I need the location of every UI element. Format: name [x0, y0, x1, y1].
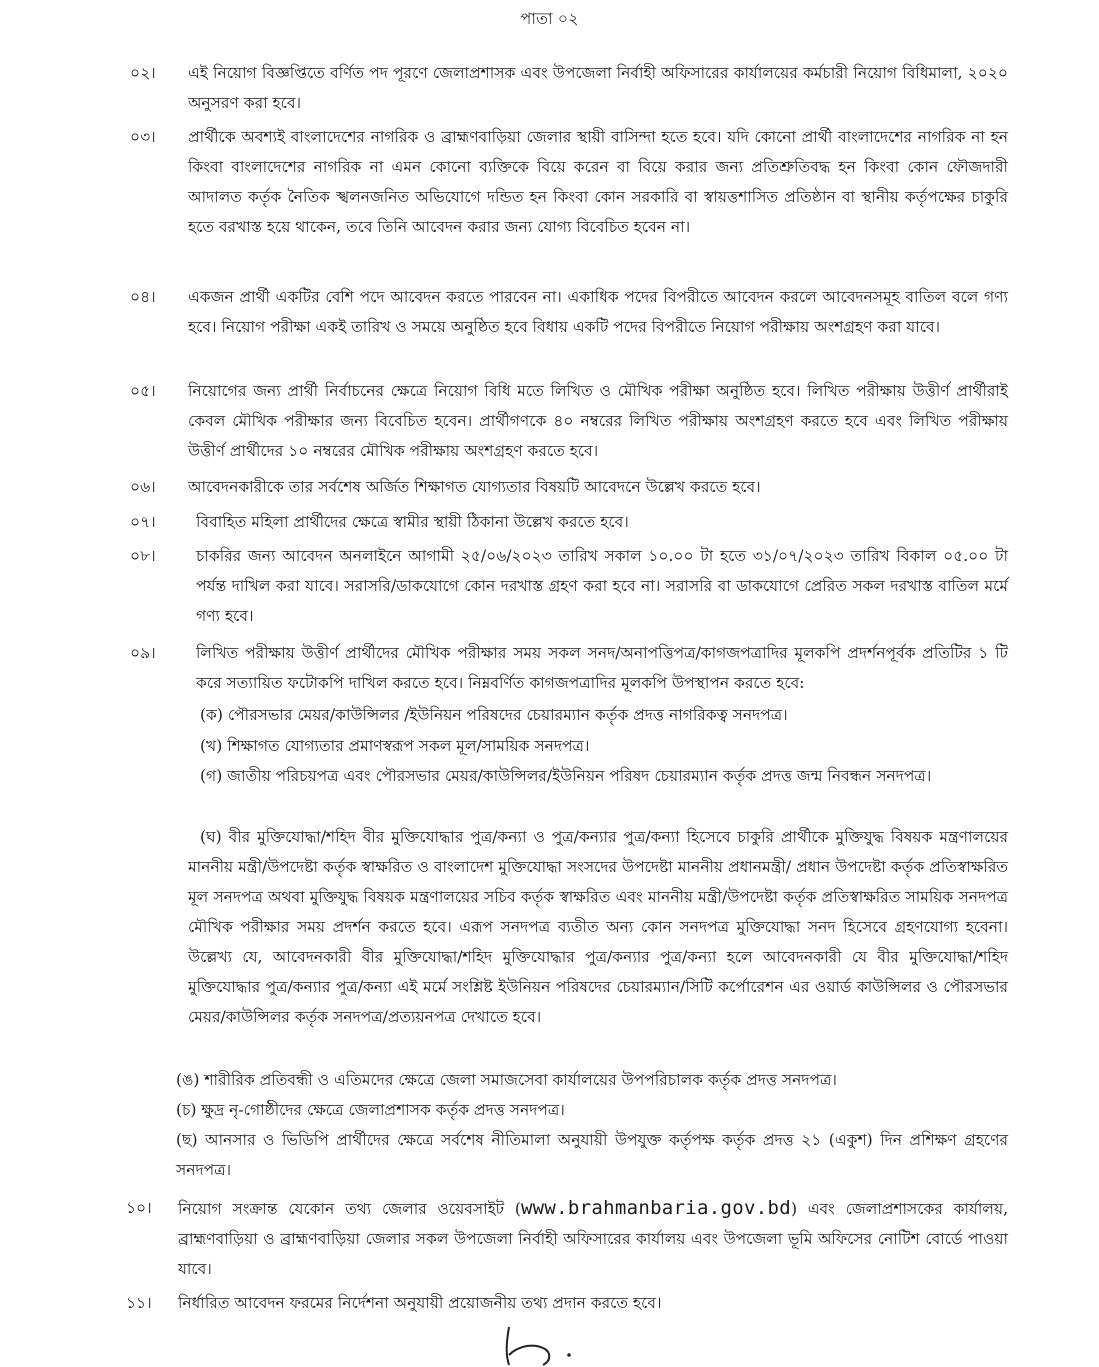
clause-text: আবেদনকারীকে তার সর্বশেষ অর্জিত শিক্ষাগত যোগ্যতার বিষয়টি আবেদনে উল্লেখ করতে হবে। [188, 478, 761, 496]
clause-number: ০৩। [130, 128, 156, 146]
clause-number: ০৪। [130, 288, 156, 306]
clause-05 [130, 376, 1008, 466]
website-link[interactable]: www.brahmanbaria.gov.bd [520, 1197, 791, 1219]
clause-number: ০৯। [130, 644, 156, 662]
clause-text: লিখিত পরীক্ষায় উত্তীর্ণ প্রার্থীদের মৌখিক পরীক্ষার সময় সকল সনদ/অনাপত্তিপত্র/কাগজপত্রাদির মূলকপি প্রদর্শনপূর্বক প্রতিটির ১ টি করে সত্যায়িত ফটোকপি দাখিল করতে হবে। নিম্নবর্ণিত কাগজপত্রাদির মূলকপি উপস্থাপন করতে হবে: [196, 644, 1008, 692]
clause-text: বিবাহিত মহিলা প্রার্থীদের ক্ষেত্রে স্বামীর স্থায়ী ঠিকানা উল্লেখ করতে হবে। [196, 513, 629, 531]
clause-03 [130, 122, 1008, 242]
sub-ga-text: (গ) জাতীয় পরিচয়পত্র এবং পৌরসভার মেয়র/কাউন্সিলর/ইউনিয়ন পরিষদ চেয়ারম্যান কর্তৃক প্রদত্ত জন্ম নিবন্ধন সনদপত্র। [200, 767, 932, 785]
clause-text: এই নিয়োগ বিজ্ঞপ্তিতে বর্ণিত পদ পূরণে জেলাপ্রশাসক এবং উপজেলা নির্বাহী অফিসারের কার্যালয়ের কর্মচারী নিয়োগ বিধিমালা, ২০২০ অনুসরণ করা হবে। [188, 64, 1008, 112]
clause-09-sub-cha: (চ) ক্ষুদ্র নৃ-গোষ্ঠীদের ক্ষেত্রে জেলাপ্রশাসক কর্তৃক প্রদত্ত সনদপত্র। [176, 1101, 565, 1119]
clause-text: চাকরির জন্য আবেদন অনলাইনে আগামী ২৫/০৬/২০২৩ তারিখ সকাল ১০.০০ টা হতে ৩১/০৭/২০২৩ তারিখ বিকাল ০৫.০০ টা পর্যন্ত দাখিল করা যাবে। সরাসরি/ডাকযোগে কোন দরখাস্ত গ্রহণ করা হবে না। সরাসরি বা ডাকযোগে প্রেরিত সকল দরখাস্ত বাতিল মর্মে গণ্য হবে। [196, 547, 1008, 625]
clause-09-sub-uma: (ঙ) শারীরিক প্রতিবন্ধী ও এতিমদের ক্ষেত্রে জেলা সমাজসেবা কার্যালয়ের উপপরিচালক কর্তৃক প্রদত্ত সনদপত্র। [176, 1071, 837, 1089]
clause-text: নিয়োগের জন্য প্রার্থী নির্বাচনের ক্ষেত্রে নিয়োগ বিধি মতে লিখিত ও মৌখিক পরীক্ষা অনুষ্ঠিত হবে। লিখিত পরীক্ষায় উত্তীর্ণ প্রার্থীরাই কেবল মৌখিক পরীক্ষার জন্য বিবেচিত হবেন। প্রার্থীগণকে ৪০ নম্বরের লিখিত পরীক্ষায় অংশগ্রহণ করতে হবে এবং লিখিত পরীক্ষায় উত্তীর্ণ প্রার্থীদের ১০ নম্বরের মৌখিক পরীক্ষায় অংশগ্রহণ করতে হবে। [188, 382, 1008, 460]
clause-text [178, 1193, 1008, 1284]
clause-06 [130, 472, 1008, 502]
clause-text: প্রার্থীকে অবশ্যই বাংলাদেশের নাগরিক ও ব্রাহ্মণবাড়িয়া জেলার স্থায়ী বাসিন্দা হতে হবে। যদি কোনো প্রার্থী বাংলাদেশের নাগরিক না হন কিংবা বাংলাদেশের নাগরিক না এমন কোনো ব্যক্তিকে বিয়ে করেন বা বিয়ে করার জন্য প্রতিশ্রুতিবদ্ধ হন কিংবা কোন ফৌজদারী আদালত কর্তৃক নৈতিক স্খলনজনিত অভিযোগে দন্ডিত হন কিংবা কোন সরকারি বা স্বায়ত্তশাসিত প্রতিষ্ঠান বা স্থানীয় কর্তৃপক্ষের চাকুরি হতে বরখাস্ত হয়ে থাকেন, তবে তিনি আবেদন করার জন্য যোগ্য বিবেচিত হবেন না। [188, 128, 1008, 236]
clause-09-sub-kha: (খ) শিক্ষাগত যোগ্যতার প্রমাণস্বরূপ সকল মূল/সাময়িক সনদপত্র। [200, 737, 590, 755]
clause-number: ০৭। [130, 513, 156, 531]
clause-11 [126, 1288, 1008, 1318]
clause-07 [130, 507, 1008, 537]
clause-10-text-before: নিয়োগ সংক্রান্ত যেকোন তথ্য জেলার ওয়েবসাইট ( [178, 1200, 521, 1218]
clause-number: ০২। [130, 64, 156, 82]
clause-09-sub-ka: (ক) পৌরসভার মেয়র/কাউন্সিলর /ইউনিয়ন পরিষদের চেয়ারম্যান কর্তৃক প্রদত্ত নাগরিকত্ব সনদপত্র। [200, 706, 788, 724]
clause-02 [130, 58, 1008, 118]
clause-number: ০৬। [130, 478, 156, 496]
clause-text: নির্ধারিত আবেদন ফরমের নির্দেশনা অনুযায়ী প্রয়োজনীয় তথ্য প্রদান করতে হবে। [178, 1294, 662, 1312]
clause-text: একজন প্রার্থী একটির বেশি পদে আবেদন করতে পারবেন না। একাধিক পদের বিপরীতে আবেদন করলে আবেদনসমূহ বাতিল বলে গণ্য হবে। নিয়োগ পরীক্ষা একই তারিখ ও সময়ে অনুষ্ঠিত হবে বিধায় একটি পদের বিপরীতে নিয়োগ পরীক্ষায় অংশগ্রহণ করা যাবে। [188, 288, 1008, 336]
page-number: পাতা ০২ [520, 9, 579, 28]
clause-10-text-after: ) এবং জেলাপ্রশাসকের কার্যালয়, ব্রাহ্মণবাড়িয়া ও ব্রাহ্মণবাড়িয়া জেলার সকল উপজেলা নির্বাহী অফিসারের কার্যালয় এবং উপজেলা ভূমি অফিসের নোটিশ বোর্ডে পাওয়া যাবে। [178, 1200, 1009, 1278]
clause-09 [130, 638, 1008, 698]
clause-09-sub-ga [200, 761, 960, 791]
clause-08 [130, 541, 1008, 631]
clause-10 [126, 1193, 1009, 1284]
clause-04 [130, 282, 1008, 342]
clause-number: ০৫। [130, 382, 156, 400]
clause-number: ০৮। [130, 547, 156, 565]
clause-number: ১০। [126, 1199, 152, 1217]
clause-number: ১১। [126, 1294, 152, 1312]
clause-09-sub-chha: (ছ) আনসার ও ভিডিপি প্রার্থীদের ক্ষেত্রে সর্বশেষ নীতিমালা অনুযায়ী উপযুক্ত কর্তৃপক্ষ কর্তৃক প্রদত্ত ২১ (একুশ) দিন প্রশিক্ষণ গ্রহণের সনদপত্র। [176, 1131, 1008, 1179]
signature-mark [495, 1325, 585, 1367]
clause-09-sub-gha: (ঘ) বীর মুক্তিযোদ্ধা/শহিদ বীর মুক্তিযোদ্ধার পুত্র/কন্যা ও পুত্র/কন্যার পুত্র/কন্যা হিসেবে চাকুরি প্রার্থীকে মুক্তিযুদ্ধ বিষয়ক মন্ত্রণালয়ের মাননীয় মন্ত্রী/উপদেষ্টা কর্তৃক স্বাক্ষরিত ও বাংলাদেশ মুক্তিযোদ্ধা সংসদের উপদেষ্টা মাননীয় প্রধানমন্ত্রী/ প্রধান উপদেষ্টা কর্তৃক প্রতিস্বাক্ষরিত মূল সনদপত্র অথবা মুক্তিযুদ্ধ বিষয়ক মন্ত্রণালয়ের সচিব কর্তৃক স্বাক্ষরিত এবং মাননীয় মন্ত্রী/উপদেষ্টা কর্তৃক প্রতিস্বাক্ষরিত সাময়িক সনদপত্র মৌখিক পরীক্ষার সময় প্রদর্শন করতে হবে। এরূপ সনদপত্র ব্যতীত অন্য কোন সনদপত্র মুক্তিযোদ্ধা সনদ হিসেবে গ্রহণযোগ্য হবেনা। উল্লেখ্য যে, আবেদনকারী বীর মুক্তিযোদ্ধা/শহিদ মুক্তিযোদ্ধার পুত্র/কন্যার পুত্র/কন্যা হলে আবেদনকারী যে বীর মুক্তিযোদ্ধা/শহিদ মুক্তিযোদ্ধার পুত্র/কন্যার পুত্র/কন্যা এই মর্মে সংশ্লিষ্ট ইউনিয়ন পরিষদের চেয়ারম্যান/সিটি কর্পোরেশন এর ওয়ার্ড কাউন্সিলর ও পৌরসভার মেয়র/কাউন্সিলর কর্তৃক সনদপত্র/প্রত্যয়নপত্র দেখাতে হবে। [188, 828, 1008, 1026]
